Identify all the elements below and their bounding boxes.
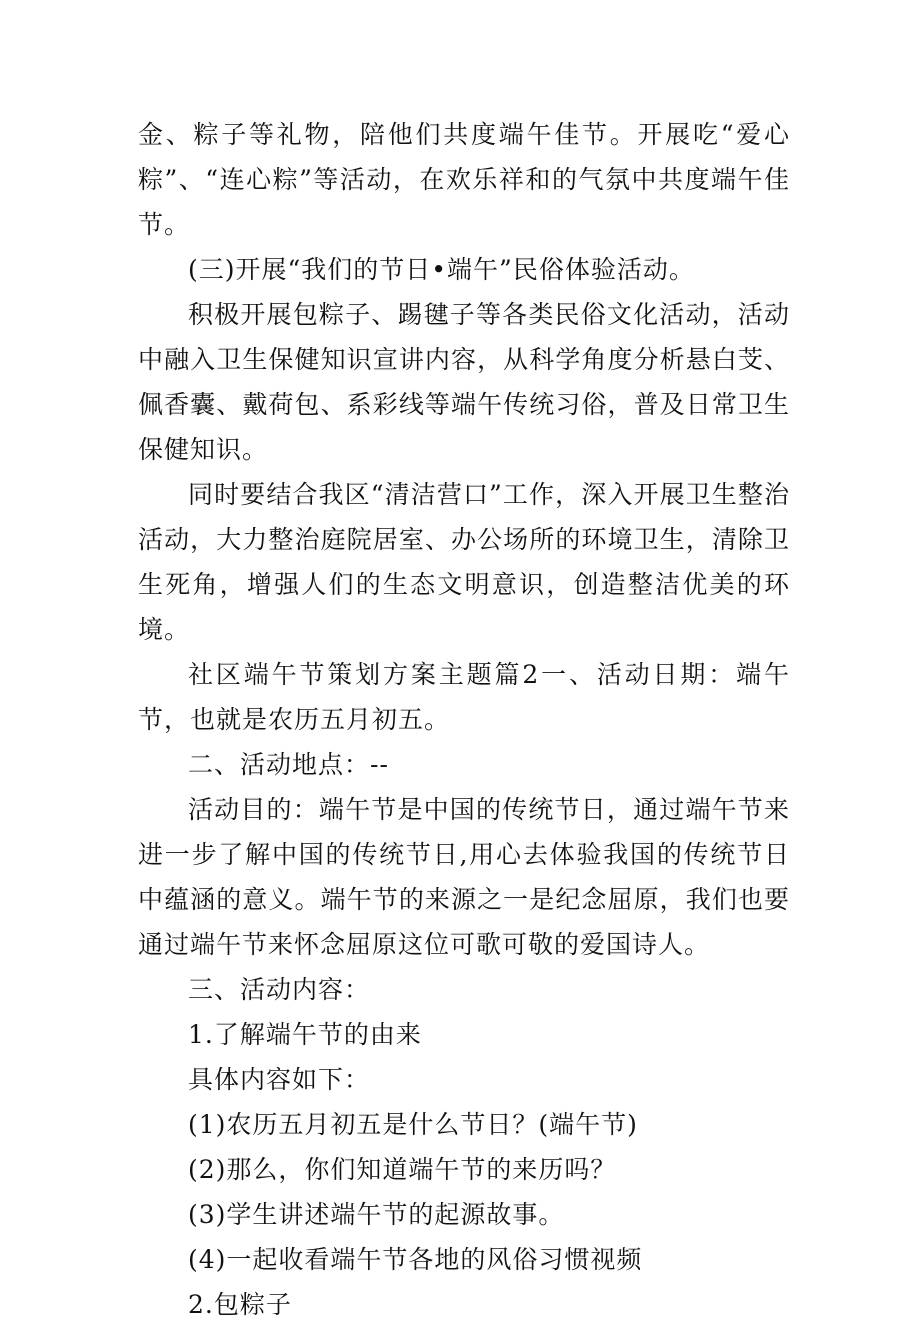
list-item-sub-1: (1)农历五月初五是什么节日？(端午节) <box>188 1110 638 1139</box>
paragraph-purpose: 活动目的：端午节是中国的传统节日，通过端午节来进一步了解中国的传统节日,用心去体验我国的传统节日中蕴涵的意义。端午节的来源之一是纪念屈原，我们也要通过端午节来怀念屈原这位可歌可敬的爱国诗人。 <box>138 795 790 959</box>
paragraph-plan-2-date: 社区端午节策划方案主题篇2一、活动日期：端午节，也就是农历五月初五。 <box>138 660 790 734</box>
list-item-zongzi: 2.包粽子 <box>188 1290 292 1319</box>
paragraph-folk-culture: 积极开展包粽子、踢毽子等各类民俗文化活动，活动中融入卫生保健知识宣讲内容，从科学角度分析悬白芠、佩香囊、戴荷包、系彩线等端午传统习俗，普及日常卫生保健知识。 <box>138 300 790 464</box>
list-item-sub-3: (3)学生讲述端午节的起源故事。 <box>188 1200 565 1229</box>
paragraph-sanitation: 同时要结合我区“清洁营口”工作，深入开展卫生整治活动，大力整治庭院居室、办公场所的环境卫生，清除卫生死角，增强人们的生态文明意识，创造整洁优美的环境。 <box>138 480 790 644</box>
list-item-sub-2: (2)那么，你们知道端午节的来历吗？ <box>188 1155 617 1184</box>
list-item-origin: 1.了解端午节的由来 <box>188 1020 422 1049</box>
list-intro: 具体内容如下： <box>188 1065 371 1094</box>
paragraph-location: 二、活动地点：-- <box>188 750 389 779</box>
section-heading-content: 三、活动内容： <box>188 975 371 1004</box>
list-item-sub-4: (4)一起收看端午节各地的风俗习惯视频 <box>188 1245 643 1274</box>
section-heading-folk-activity: (三)开展“我们的节日•端午”民俗体验活动。 <box>188 255 695 284</box>
paragraph-continuation: 金、粽子等礼物，陪他们共度端午佳节。开展吃“爱心粽”、“连心粽”等活动，在欢乐祥和的气氛中共度端午佳节。 <box>138 120 790 239</box>
